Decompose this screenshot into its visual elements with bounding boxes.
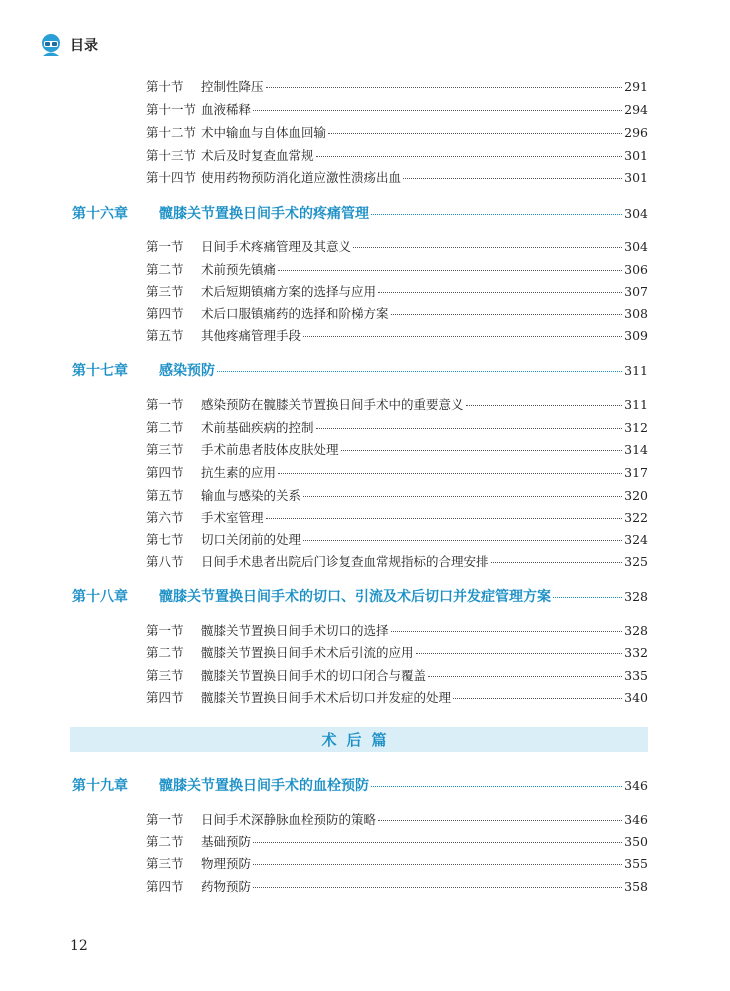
section-title: 输血与感染的关系 bbox=[201, 488, 302, 503]
leader-dots bbox=[266, 87, 623, 88]
page-ref: 328 bbox=[624, 623, 648, 638]
toc-section-row[interactable] bbox=[146, 395, 648, 413]
toc-section-row[interactable] bbox=[146, 440, 648, 458]
chapter-title: 髋膝关节置换日间手术的切口、引流及术后切口并发症管理方案 bbox=[159, 589, 551, 605]
page-ref: 301 bbox=[624, 170, 648, 185]
page-ref: 340 bbox=[624, 690, 648, 705]
section-title: 髋膝关节置换日间手术的切口闭合与覆盖 bbox=[201, 668, 427, 683]
toc-section-row[interactable] bbox=[146, 326, 648, 344]
toc-section-row[interactable] bbox=[146, 282, 648, 300]
leader-dots bbox=[391, 314, 623, 315]
section-title: 术后及时复查血常规 bbox=[201, 148, 314, 163]
header-title: 目录 bbox=[70, 38, 98, 54]
page-ref: 307 bbox=[624, 284, 648, 299]
chapter-title: 髋膝关节置换日间手术的疼痛管理 bbox=[159, 206, 369, 222]
chapter-number: 第十六章 bbox=[72, 206, 128, 222]
page-ref: 346 bbox=[624, 778, 648, 793]
toc-section-row[interactable] bbox=[146, 810, 648, 828]
part-title: 术后篇 bbox=[321, 731, 397, 749]
section-number: 第三节 bbox=[146, 442, 184, 457]
section-number: 第四节 bbox=[146, 465, 184, 480]
chapter-title: 髋膝关节置换日间手术的血栓预防 bbox=[159, 778, 369, 794]
part-heading-bar bbox=[70, 727, 648, 752]
leader-dots bbox=[253, 864, 622, 865]
section-title: 物理预防 bbox=[201, 856, 252, 871]
leader-dots bbox=[303, 496, 622, 497]
toc-section-row[interactable] bbox=[146, 100, 648, 118]
toc-section-row[interactable] bbox=[146, 77, 648, 95]
toc-section-row[interactable] bbox=[146, 508, 648, 526]
section-title: 日间手术患者出院后门诊复查血常规指标的合理安排 bbox=[201, 554, 489, 569]
section-number: 第一节 bbox=[146, 239, 184, 254]
section-title: 感染预防在髋膝关节置换日间手术中的重要意义 bbox=[201, 397, 464, 412]
page-ref: 291 bbox=[624, 79, 648, 94]
section-number: 第二节 bbox=[146, 262, 184, 277]
toc-section-row[interactable] bbox=[146, 621, 648, 639]
section-number: 第四节 bbox=[146, 690, 184, 705]
page-ref: 314 bbox=[624, 442, 648, 457]
section-title: 日间手术深静脉血栓预防的策略 bbox=[201, 812, 377, 827]
leader-dots bbox=[371, 214, 622, 215]
section-title: 使用药物预防消化道应激性溃疡出血 bbox=[201, 170, 402, 185]
page-number: 12 bbox=[70, 938, 88, 954]
page-ref: 324 bbox=[624, 532, 648, 547]
leader-dots bbox=[316, 428, 623, 429]
section-number: 第十二节 bbox=[146, 125, 197, 140]
section-number: 第一节 bbox=[146, 397, 184, 412]
leader-dots bbox=[303, 540, 622, 541]
section-title: 术前基础疾病的控制 bbox=[201, 420, 314, 435]
section-title: 髋膝关节置换日间手术术后引流的应用 bbox=[201, 645, 414, 660]
leader-dots bbox=[378, 292, 622, 293]
toc-section-row[interactable] bbox=[146, 168, 648, 186]
page-ref: 311 bbox=[624, 397, 648, 412]
leader-dots bbox=[217, 371, 622, 372]
toc-section-row[interactable] bbox=[146, 418, 648, 436]
section-number: 第五节 bbox=[146, 328, 184, 343]
page-ref: 306 bbox=[624, 262, 648, 277]
section-number: 第三节 bbox=[146, 284, 184, 299]
section-title: 术后短期镇痛方案的选择与应用 bbox=[201, 284, 377, 299]
section-number: 第一节 bbox=[146, 623, 184, 638]
toc-section-row[interactable] bbox=[146, 666, 648, 684]
page-ref: 320 bbox=[624, 488, 648, 503]
toc-section-row[interactable] bbox=[146, 463, 648, 481]
toc-section-row[interactable] bbox=[146, 832, 648, 850]
toc-section-row[interactable] bbox=[146, 688, 648, 706]
section-title: 日间手术疼痛管理及其意义 bbox=[201, 239, 352, 254]
page-ref: 294 bbox=[624, 102, 648, 117]
section-number: 第五节 bbox=[146, 488, 184, 503]
section-number: 第八节 bbox=[146, 554, 184, 569]
toc-section-row[interactable] bbox=[146, 877, 648, 895]
section-title: 术中输血与自体血回输 bbox=[201, 125, 327, 140]
leader-dots bbox=[428, 676, 622, 677]
section-title: 基础预防 bbox=[201, 834, 252, 849]
toc-chapter-row[interactable] bbox=[72, 360, 648, 380]
page-ref: 355 bbox=[624, 856, 648, 871]
page-ref: 332 bbox=[624, 645, 648, 660]
page-ref: 304 bbox=[624, 206, 648, 221]
section-number: 第三节 bbox=[146, 668, 184, 683]
leader-dots bbox=[491, 562, 623, 563]
page-ref: 358 bbox=[624, 879, 648, 894]
leader-dots bbox=[253, 110, 622, 111]
chapter-number: 第十七章 bbox=[72, 363, 128, 379]
toc-chapter-row[interactable] bbox=[72, 586, 648, 606]
page-ref: 322 bbox=[624, 510, 648, 525]
section-number: 第十一节 bbox=[146, 102, 197, 117]
section-title: 控制性降压 bbox=[201, 79, 264, 94]
page-ref: 301 bbox=[624, 148, 648, 163]
page-ref: 328 bbox=[624, 589, 648, 604]
leader-dots bbox=[553, 597, 622, 598]
section-number: 第十节 bbox=[146, 79, 184, 94]
page-ref: 308 bbox=[624, 306, 648, 321]
page-ref: 312 bbox=[624, 420, 648, 435]
section-number: 第二节 bbox=[146, 645, 184, 660]
leader-dots bbox=[416, 653, 623, 654]
toc-section-row[interactable] bbox=[146, 486, 648, 504]
leader-dots bbox=[266, 518, 623, 519]
section-number: 第三节 bbox=[146, 856, 184, 871]
section-number: 第四节 bbox=[146, 306, 184, 321]
page-header bbox=[38, 30, 98, 60]
section-title: 血液稀释 bbox=[201, 102, 252, 117]
section-title: 其他疼痛管理手段 bbox=[201, 328, 302, 343]
leader-dots bbox=[278, 473, 622, 474]
section-title: 药物预防 bbox=[201, 879, 252, 894]
section-number: 第十四节 bbox=[146, 170, 197, 185]
leader-dots bbox=[303, 336, 622, 337]
section-title: 髋膝关节置换日间手术切口的选择 bbox=[201, 623, 389, 638]
page-ref: 335 bbox=[624, 668, 648, 683]
reader-avatar-icon bbox=[38, 32, 64, 58]
toc-section-row[interactable] bbox=[146, 552, 648, 570]
leader-dots bbox=[353, 247, 622, 248]
page-ref: 346 bbox=[624, 812, 648, 827]
page-ref: 304 bbox=[624, 239, 648, 254]
section-title: 髋膝关节置换日间手术术后切口并发症的处理 bbox=[201, 690, 452, 705]
page-ref: 317 bbox=[624, 465, 648, 480]
toc-chapter-row[interactable] bbox=[72, 775, 648, 795]
page-ref: 311 bbox=[624, 363, 648, 378]
section-number: 第四节 bbox=[146, 879, 184, 894]
section-title: 手术前患者肢体皮肤处理 bbox=[201, 442, 339, 457]
section-title: 术后口服镇痛药的选择和阶梯方案 bbox=[201, 306, 389, 321]
toc-chapter-row[interactable] bbox=[72, 203, 648, 223]
section-number: 第七节 bbox=[146, 532, 184, 547]
toc-section-row[interactable] bbox=[146, 304, 648, 322]
leader-dots bbox=[278, 270, 622, 271]
section-title: 术前预先镇痛 bbox=[201, 262, 277, 277]
section-title: 手术室管理 bbox=[201, 510, 264, 525]
leader-dots bbox=[391, 631, 623, 632]
page-ref: 296 bbox=[624, 125, 648, 140]
section-number: 第六节 bbox=[146, 510, 184, 525]
leader-dots bbox=[453, 698, 622, 699]
toc-section-row[interactable] bbox=[146, 123, 648, 141]
leader-dots bbox=[253, 887, 622, 888]
toc-section-row[interactable] bbox=[146, 643, 648, 661]
leader-dots bbox=[316, 156, 623, 157]
leader-dots bbox=[403, 178, 622, 179]
leader-dots bbox=[378, 820, 622, 821]
chapter-number: 第十八章 bbox=[72, 589, 128, 605]
section-number: 第二节 bbox=[146, 834, 184, 849]
toc-section-row[interactable] bbox=[146, 854, 648, 872]
chapter-number: 第十九章 bbox=[72, 778, 128, 794]
leader-dots bbox=[371, 786, 622, 787]
leader-dots bbox=[341, 450, 623, 451]
chapter-title: 感染预防 bbox=[159, 363, 215, 379]
leader-dots bbox=[253, 842, 622, 843]
toc-section-row[interactable] bbox=[146, 260, 648, 278]
section-title: 切口关闭前的处理 bbox=[201, 532, 302, 547]
page-ref: 325 bbox=[624, 554, 648, 569]
toc-section-row[interactable] bbox=[146, 146, 648, 164]
section-number: 第一节 bbox=[146, 812, 184, 827]
toc-section-row[interactable] bbox=[146, 237, 648, 255]
section-number: 第十三节 bbox=[146, 148, 197, 163]
page-ref: 309 bbox=[624, 328, 648, 343]
leader-dots bbox=[328, 133, 622, 134]
toc-section-row[interactable] bbox=[146, 530, 648, 548]
leader-dots bbox=[466, 405, 623, 406]
section-title: 抗生素的应用 bbox=[201, 465, 277, 480]
section-number: 第二节 bbox=[146, 420, 184, 435]
page-ref: 350 bbox=[624, 834, 648, 849]
